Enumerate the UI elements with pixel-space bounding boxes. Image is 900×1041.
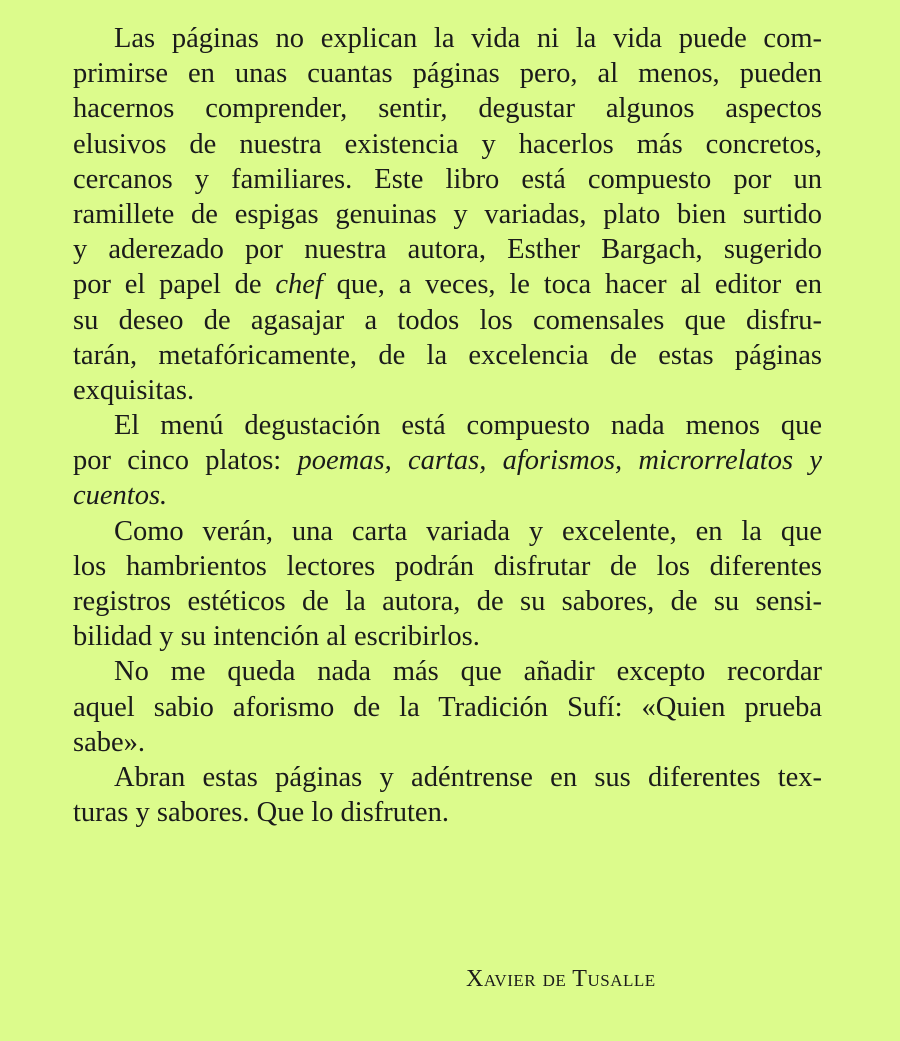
text-line: exquisitas. [73,374,195,406]
text-line: tarán, metafóricamente, de la excelencia de estas páginas [73,339,822,371]
prologue-text [73,21,822,830]
text-line: El menú degustación está compuesto nada menos que [114,410,822,442]
text-line: primirse en unas cuantas páginas pero, al menos, pueden [73,58,822,90]
paragraph [73,760,822,830]
text-line: No me queda nada más que añadir excepto recordar [114,656,822,688]
text-line: registros estéticos de la autora, de su sabores, de su sensi- [73,586,822,617]
text-segment: por el papel de [73,269,276,301]
paragraph [73,408,822,514]
text-segment: que, a veces, le toca hacer al editor en [322,269,822,301]
text-line: bilidad y su intención al escribirlos. [73,621,480,653]
paragraph [73,514,822,655]
text-segment: por cinco platos: [73,445,298,477]
text-line: cercanos y familiares. Este libro está compuesto por un [73,163,822,195]
author-signature: Xavier de Tusalle [466,966,656,992]
text-line: turas y sabores. Que lo disfruten. [73,797,449,829]
text-line [73,478,822,513]
text-line: Abran estas páginas y adéntrense en sus diferentes tex- [114,761,822,793]
text-line: elusivos de nuestra existencia y hacerlos más concretos, [73,128,822,160]
text-line [73,267,822,302]
italic-text: poemas, cartas, aforismos, microrrelatos y [297,445,822,477]
italic-text: cuentos. [73,480,168,512]
text-line: su deseo de agasajar a todos los comensales que disfru- [73,304,822,336]
italic-text: chef [275,269,323,301]
text-line: los hambrientos lectores podrán disfrutar de los diferentes [73,550,822,582]
text-line: hacernos comprender, sentir, degustar algunos aspectos [73,93,822,125]
text-line: sabe». [73,726,146,758]
text-line: aquel sabio aforismo de la Tradición Sufí: «Quien prueba [73,691,822,723]
paragraph [73,21,822,408]
text-line [73,443,822,478]
text-line: Las páginas no explican la vida ni la vida puede com- [114,23,822,54]
paragraph [73,654,822,760]
text-line: ramillete de espigas genuinas y variadas, plato bien surtido [73,198,822,230]
text-line: y aderezado por nuestra autora, Esther Bargach, sugerido [73,234,822,266]
text-line: Como verán, una carta variada y excelente, en la que [114,515,822,547]
